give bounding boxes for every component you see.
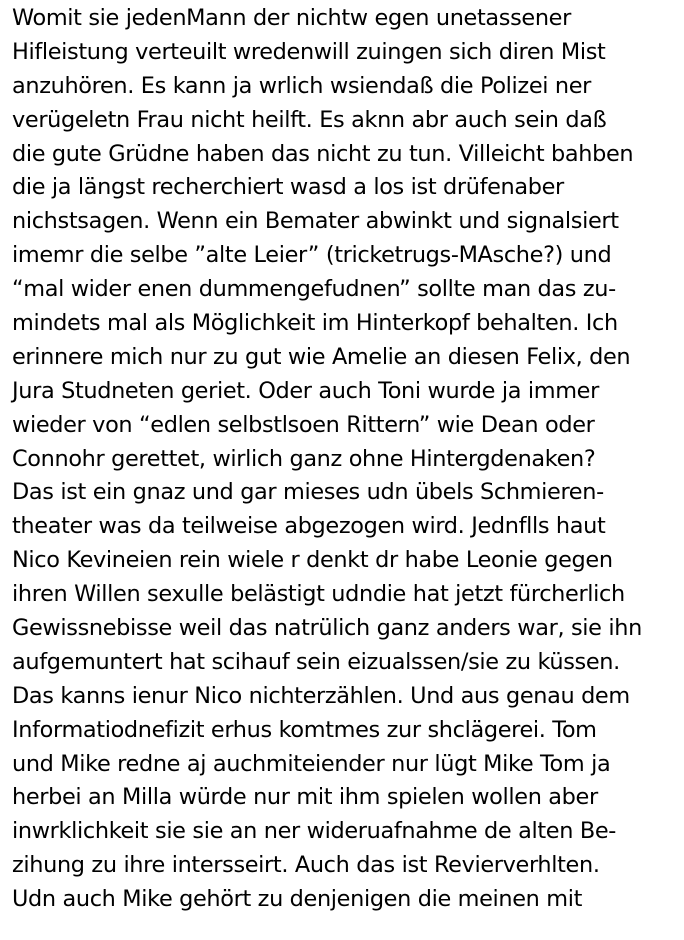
body-text	[12, 2, 680, 917]
text-line: inwrklichkeit sie sie an ner wideruafnahme de alten Be-	[12, 818, 616, 845]
text-line: ihren Willen sexulle belästigt udndie hat jetzt fürcherlich	[12, 581, 625, 608]
text-line: die gute Grüdne haben das nicht zu tun. Villeicht bahben	[12, 140, 634, 167]
text-line: Das kanns ienur Nico nichterzählen. Und aus genau dem	[12, 682, 630, 709]
text-line: anzuhören. Es kann ja wrlich wsiendaß die Polizei ner	[12, 72, 591, 99]
text-line: erinnere mich nur zu gut wie Amelie an diesen Felix, den	[12, 343, 631, 370]
text-line: Informatiodnefizit erhus komtmes zur shclägerei. Tom	[12, 716, 597, 743]
text-line: wieder von “edlen selbstlsoen Rittern” wie Dean oder	[12, 411, 595, 438]
text-line: Das ist ein gnaz und gar mieses udn übels Schmieren-	[12, 479, 604, 506]
text-line: und Mike redne aj auchmiteiender nur lügt Mike Tom ja	[12, 750, 611, 777]
text-line: Hifleistung verteuilt wredenwill zuingen sich diren Mist	[12, 38, 606, 65]
text-line: die ja längst recherchiert wasd a los ist drüfenaber	[12, 174, 564, 201]
text-line: Womit sie jedenMann der nichtw egen unetassener	[12, 5, 571, 31]
text-line: Jura Studneten geriet. Oder auch Toni wurde ja immer	[12, 377, 599, 404]
text-line: verügeletn Frau nicht heilft. Es aknn abr auch sein daß	[12, 106, 607, 133]
text-line: theater was da teilweise abgezogen wird. Jednflls haut	[12, 513, 606, 540]
text-line: imemr die selbe ”alte Leier” (tricketrugs-MAsche?) und	[12, 242, 612, 269]
text-line: Nico Kevineien rein wiele r denkt dr habe Leonie gegen	[12, 547, 613, 574]
text-line: Gewissnebisse weil das natrülich ganz anders war, sie ihn	[12, 615, 642, 642]
text-line: herbei an Milla würde nur mit ihm spielen wollen aber	[12, 784, 598, 811]
text-line: nichstsagen. Wenn ein Bemater abwinkt und signalsiert	[12, 208, 619, 235]
text-line: “mal wider enen dummengefudnen” sollte man das zu-	[12, 276, 616, 303]
text-line: aufgemuntert hat scihauf sein eizualssen/sie zu küssen.	[12, 648, 620, 675]
text-line: mindets mal als Möglichkeit im Hinterkopf behalten. Ich	[12, 310, 618, 337]
text-line: Connohr gerettet, wirlich ganz ohne Hintergdenaken?	[12, 445, 596, 472]
text-line: zihung zu ihre intersseirt. Auch das ist Revierverhlten.	[12, 852, 600, 879]
text-line: Udn auch Mike gehört zu denjenigen die meinen mit	[12, 886, 583, 913]
